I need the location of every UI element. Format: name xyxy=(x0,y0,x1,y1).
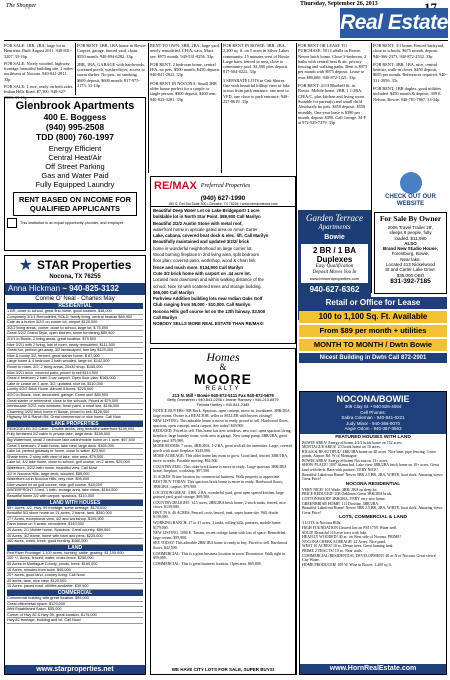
remax-listing-line: Wood burning fireplace in 2nd living area, split bedroom xyxy=(153,252,259,258)
hm-listing: MORE ROOMS: 7 acres, 4BR/2BA, 1-2 BA, great with all the amenities. Large, covered porch with stone fireplace. $145,000. xyxy=(153,444,293,453)
classified-col-2 xyxy=(77,43,147,88)
column-divider xyxy=(148,43,149,173)
star-section-commercial: COMMERCIAL xyxy=(7,590,143,596)
nb-listing: PRICE REDUCED! 208 Oaklawn. Great 3BR/2BA brick. xyxy=(302,492,393,497)
gt-type: Duplexes xyxy=(316,255,353,264)
star-listing: 3/2/2 living areas, corner, close to school, large lot, $ 75,500 xyxy=(7,326,143,332)
nb-listing: NOCONA CREEK ACREAGE! 42 Acres. Nice pond. xyxy=(302,539,387,544)
hm-title2: MOORE xyxy=(194,371,252,387)
fine-print-row xyxy=(7,218,143,228)
hm-listing: COMMERCIAL: This is great business location. Open area. $65,000. xyxy=(153,561,262,566)
remax-listing-line: buildable lot in North Star Point. $89,900 Call Marilyn xyxy=(153,214,261,220)
remax-ad xyxy=(150,176,296,344)
nb-listing: PRIME 2 TRACTS! 10 ac. Near trails. xyxy=(302,548,363,553)
star-listing: Corner of Hwy 82 & Hwy 59, great location. $175,000 xyxy=(7,613,143,619)
hm-listing: WORKING RANCH: 27 to 41 acres, 3 tanks, rolling hills, pastures, mobile home. $179,000. xyxy=(153,521,282,530)
hm-footer: WE HAVE CITY LOTS FOR SALE, SUPER BUYS! xyxy=(171,667,275,672)
hm-listing: COUNTRY FEEL: This older brick home is move in ready. Large spacious 3BR/2BA home, fireplace, workshop. $97,500. xyxy=(153,464,287,474)
glenbrook-ad xyxy=(4,97,146,251)
nb-listing: HIGH FOUNDATION Cleared lots on FM 1759. Water well. xyxy=(302,526,398,530)
star-listing: Lovely 4/2/2 Brick Home. Almost 3 Acres. $225,000 xyxy=(7,387,143,393)
star-listing: Shade trees, 2 story with view of lake, nice area. $79,500 xyxy=(7,455,143,461)
classified-ad: FOR RENT: 1BR duplex, good utilities included. $450 month & deposit. 309 E. Nelson, Bowie. 940-781-7867. 33-34p xyxy=(373,86,442,102)
remax-listing-line: Call Marilyn xyxy=(153,315,178,321)
hm-listing: BEST BUY TODAY: This spacious brick home is move in ready. Hardwood floors, 3BR/2BA, carport. $79,900. xyxy=(153,480,284,489)
star-commercial-list xyxy=(7,596,143,624)
nb-website[interactable]: www.HornRealEstate.com xyxy=(300,664,446,674)
gt-phone: 940-627-6362 xyxy=(309,285,360,294)
star-land-list xyxy=(7,551,143,590)
nb-listing: SOLD! Beautiful 116 acre tract with lake. xyxy=(302,530,368,535)
nb-listing: 3 LOTS in Nocona Hills. xyxy=(302,521,342,526)
star-listing: Well Established Salon. $55,000 xyxy=(7,607,143,613)
star-website[interactable]: www.starproperties.net xyxy=(5,665,145,674)
star-listing: Charming 3/2/2 brick home in Bowie, priced to sell. $128,500 xyxy=(7,410,143,416)
star-listings xyxy=(5,303,145,624)
nb-listing: MONTAGUE AREA! 2/3 brick home on 10 acres. xyxy=(302,445,381,450)
star-listing: Great starter or retirement, close to the schools. Priced at $79,000 xyxy=(7,399,143,405)
classified-ad: RENT TO OWN: 3BR, 2BA, large yard, newly remodeled. CH/A, vacs. Must see. $975 month. 940-531-8256. 33p xyxy=(150,43,220,59)
star-properties-ad xyxy=(4,255,146,675)
classified-col-3 xyxy=(150,43,220,102)
equal-housing-icon xyxy=(7,218,17,228)
header-rule xyxy=(4,40,448,41)
classified-ad: 3 SEPARATE LOTS in Oak Shores. One with beautiful hilltop view of lake across from park entrance, one next to VFD, one close to park entrance. 940-257-8619. 33p xyxy=(223,77,290,104)
gt-subtitle: Apartments xyxy=(318,223,351,231)
classified-ad: FOR RENT IN BOWIE: 3BR, 2BA, 2,200 sq. ft. on 5 acres in Silver Lakes community. 15 minutes west of Bowie. Large barn, fenced in area, close to community pool. $1,500 plus deposit. 817-504-0222. 33p xyxy=(223,43,291,75)
classified-ad: FOR RENT: 2113 Bluebell St. in Bowie. Mobile home, 2BR, 1 1/2BA, CH/A/C, plus kitchen and living room. Suitable for parent(s) and small child. Absolutely no pets. $450 deposit. $550 monthly. One-year lease is $390 per month, deposit $390. Call George. M-F at 972-529-7279. 33p xyxy=(298,83,366,126)
glenbrook-tdd: TDD (800) 760-1997 xyxy=(36,132,114,142)
glenbrook-address: 400 E. Boggess xyxy=(43,112,107,122)
gt-tagline2: Deposit Moves You In xyxy=(312,270,357,275)
hm-agents: Felinda Hartley • 940-841-2385 xyxy=(196,402,250,407)
rent-note: RENT BASED ON INCOME FOR QUALIFIED APPLICANTS xyxy=(13,192,137,216)
classified-col-4 xyxy=(223,43,293,104)
website-promo xyxy=(374,172,447,210)
classified-ad: FOR SALE: 1 acre, ready on both sides. Indian Hills Road. $7,500. 940-327-2333. 33-16p xyxy=(4,84,74,100)
remax-header xyxy=(151,177,295,195)
star-section-lake: LAKE PROPERTIES xyxy=(7,421,143,427)
gt-tagline: Easy Qualification xyxy=(315,264,354,269)
star-listing: 1 BR, close to school, great first home, good location. $38,000 xyxy=(7,309,143,315)
star-listing: Nice vacant lot on golf course, near golf course. $18,000 xyxy=(7,483,143,489)
star-listing: Waterfront, 3/2/2 bath home, beautiful view. Call Now! xyxy=(7,466,143,472)
nb-listing: VERY NICE! 101 Wade. 3BR/ 2BA on deep lot. xyxy=(302,487,378,492)
remax-listing-line: NOBODY SELLS MORE REAL ESTATE THAN RE/MAX! xyxy=(153,321,264,327)
nb-res-header: NOCONA RESIDENTIAL xyxy=(345,481,401,487)
remax-listing-line: floor plan, covered patio, workshop, wood & chain link xyxy=(153,258,256,264)
star-listing: 10 Acres, paved road, utilities available. $39,900 xyxy=(7,584,143,590)
hm-listing: LOCATION GREAT: 4 BR, 2 BA, wonderful yard, great open spaced kitchen, large grassed yard, good storage. $69,500. xyxy=(153,490,284,500)
star-listing: Lake lot, perfect getaway or home, close to water. $23,900 xyxy=(7,449,143,455)
classified-ad: FOR RENT: 1BR, 1BA house in Bowie. Carport, garage, fenced yard, clean. $550 month. 940-894-6282. 33p xyxy=(77,43,147,59)
gt-website[interactable]: www.bhmentproperties.com xyxy=(309,276,360,281)
hm-title1: Homes xyxy=(206,350,240,364)
amenity: Fully Equipped Laundry xyxy=(35,180,115,189)
lease-header: Retail or Office for Lease xyxy=(299,297,447,309)
fsbo-line: $35,000 OBO xyxy=(396,272,425,278)
star-listing: Red River Frontage! 1,100 acres, hunting, cattle, grazing. $1,100,000 xyxy=(7,551,143,557)
fsbo-line: Located 413 Nickelwood xyxy=(385,262,436,268)
hm-title3: REALTY xyxy=(205,386,241,392)
nb-listing: Beautiful Lakefront Home! Newer 5BR 2.5 BR, 2BA, W/BTE, boat dock. Amazing views. Great Price! xyxy=(302,506,444,515)
hm-listing: NEW LISTING: This adorable home is move in ready, priced to sell. Hardwood floors, spacious, open concept, and a carport. See today! $49,900. xyxy=(153,419,289,428)
nb-address: 309 Clay St. • 940-825-4094 xyxy=(344,404,402,409)
hm-listing: COMMERCIAL: This is a great business location in town. Downtown. Walk right in. $59,000. xyxy=(153,551,287,561)
star-listing: Great 4 bedroom 2 bath 3 car carport. Open floor plan. $165,000 xyxy=(7,376,143,382)
column-divider xyxy=(371,43,372,293)
fsbo-phone: 831-392-7185 xyxy=(390,277,431,285)
classified-col-1 xyxy=(4,43,74,100)
nb-listing: SHOW PLACE! 1807 Alamo Ind. Lake view 3BR/2BA brick home on 10+ acres. Great land with deck. Barn with pasture. VERY NICE! xyxy=(302,463,439,473)
star-listing: 10 Acres, minutes from town. $45,000 xyxy=(7,568,143,574)
classified-ad: FOR SALE: 1BR, 2BA, large lot in Henrietta. Built August 2011. 940-841-3207. 33-16p xyxy=(4,43,72,59)
classified-ad: FOR RENT: 3/1 home. Fenced backyard, close to schools. $675 month, deposit. 940-366-2373, 940-872-2532. 33p xyxy=(373,43,445,59)
remax-listing-line: Parkview Addition building lots near Indian Oaks Golf xyxy=(153,296,263,302)
star-listing: Cute as a button 3/2/2 on corner lot, carport $120,000 xyxy=(7,320,143,326)
lease-sqft: 100 to 1,100 Sq. Ft. Available xyxy=(299,311,447,323)
star-listing: 20 Acres, 2/1 Mobile home. Spacious. Great country. $89,500 xyxy=(7,528,143,534)
gt-title: Garden Terrace xyxy=(305,213,364,223)
star-section-land-houses: LAND WITH HOUSES xyxy=(7,500,143,506)
fsbo-line: Brand New Studio House, xyxy=(382,246,438,252)
star-residential-list xyxy=(7,309,143,421)
star-land-houses-list xyxy=(7,506,143,545)
hm-listings xyxy=(153,409,293,566)
lease-contact: Nicest Building in Dwtn Call 872-2901 xyxy=(299,353,447,363)
star-listing: 40 acres, tank, nice view. $120,000 xyxy=(7,579,143,585)
nb-listing: COTTONWOOD! 3BR/2BA, VERY very nice home. xyxy=(302,497,386,502)
classified-col-5 xyxy=(298,43,368,125)
fsbo-line: sleeps 8 people, fully xyxy=(389,230,432,236)
lease-price: From $89 per month + utilities xyxy=(299,325,447,337)
nb-agent: Sabra Coleman - 940-841-0221 xyxy=(341,415,405,420)
nb-listing: Beautiful Lakefront Home! Newer 5BR 2.5 BR, 2BA, W/BTE, boat dock. Amazing views. Great Price! xyxy=(302,472,444,482)
star-listing: Waterfront lot in Nocona Hills, very nice. $95,000 xyxy=(7,477,143,483)
lease-mtm: MONTH TO MONTH / Dwtn Bowie xyxy=(299,339,447,351)
classified-col-6 xyxy=(373,43,447,102)
classified-ad: FOR RENT OR LEASE TO PURCHASE: 501 LaSalle in Bowie. Newer brick home. Close 3-bedroom, 2 baths with central heat & air, privacy fencing and walking paths. Rent is $975 per month with $975 deposit. Lease to own $80,000. 940-872-1421. 33p xyxy=(298,43,368,80)
star-listing: Great office/retail space. $129,000 xyxy=(7,602,143,608)
nb-agent: Judy Minor - 940-366-9070 xyxy=(345,420,401,426)
remax-listing-line: waterfront home in upscale gated area on Amon Carter xyxy=(153,226,258,232)
fine-print: This institution is an equal opportunity provider, and employer xyxy=(20,220,124,225)
star-listing: 17+ Acres, exceptional view, 4/2 and workshop. $199,500 xyxy=(7,517,143,523)
hm-address: 213 N. Mill • Bowie 940-872-5111 Fax 940-872-5679 xyxy=(172,393,274,398)
gt-details xyxy=(301,244,368,283)
classified-ad: FOR SALE: Nicely wooded, highway frontage, beautiful building site. 2 miles northwest of Nocona. 940-841-2811. 33p xyxy=(4,60,73,82)
remax-listing-line: school. Nice lot with scattered trees and storage building. xyxy=(153,283,262,289)
star-listing: Beautiful 5/3 stone home on 21 acres, 2 barns, tank. $350,000 xyxy=(7,511,143,517)
nb-listing: COMMERCIAL/RESIDENTIAL DEVELOPMENT 40 ac N of Nocona. Great views! City Water. xyxy=(302,553,437,563)
gt-units: 2 BR / 1 BA xyxy=(312,246,357,255)
nb-header xyxy=(300,392,446,434)
star-listing: 160 acres, creek, trees, good hunting. $480,000 xyxy=(7,539,143,545)
issue-date: Thursday, September 26, 2013 xyxy=(300,1,378,7)
remax-listings xyxy=(151,207,295,329)
star-listing: Great fun, perfect get-away, 3/2 landscaped, turn key $129,000 xyxy=(7,348,143,354)
homes-moore-ad xyxy=(150,348,296,675)
star-listing: Fully furnished 3/2 cabin in private lake, large deck. $189,500 xyxy=(7,432,143,438)
remax-listing-line: fence and much more. $134,900 Call Marilyn xyxy=(153,264,244,270)
remax-listing-line: Cute 3/2 brick home with carport on .44 acre lot. xyxy=(153,270,251,276)
star-listing: WATERFRONT 3 bed, 1 bath, storage area, lake views. $164,000 xyxy=(7,488,143,494)
amenity: Central Heat/Air xyxy=(48,153,102,162)
star-location: Nocona, TX 76255 xyxy=(49,274,101,280)
remax-address: 150 S. Del Sol Suite 300 • Decatur, TX 76234 • www.remaxntexas.com xyxy=(151,202,295,207)
nb-listing: BOWIE AREA! Energy efficient 4/2/2 brick home on 152 acres. xyxy=(302,440,403,445)
hm-listing: MORE ACREAGE: This older home has room to grow. Good land, fenced, 3BR/1BA, move in ready. Possible moving. $62,500. xyxy=(153,454,288,463)
star-listing: 4/2/2 in Bowie, nice, decorated, garage. Come see! $89,900 xyxy=(7,393,143,399)
hm-listing: NOTICE BUYERS: 908 Rock. Spacious, open concept, move in, townhome, 3BR/2BA, large rooms. Owner is a REALTOR. seller or SELLER with buyers closing!! xyxy=(153,409,291,418)
star-listing: Immaculate 3/2/2, new windows, fresh paint, a must see. $146,000 xyxy=(7,404,143,410)
star-listing: Nice 3/2/1 brick, covered patio, priced to sell $114,900 xyxy=(7,371,143,377)
fsbo-line: St and Carter Lake Drive. xyxy=(385,267,436,273)
star-listing: Lake or Lease on 1 acre. 3/2, updated, nice lot. $110,000 xyxy=(7,382,143,388)
nb-featured-list xyxy=(302,441,444,482)
section-title: Real Estate xyxy=(340,8,448,38)
remax-listing-line: Beautifully maintained and updated 3/2/2/ brick xyxy=(153,239,249,245)
gt-city: Bowie xyxy=(324,234,345,241)
star-listing: Nice 3/2/1 with 2 living, lots of room, newly remodeled, $111,500 xyxy=(7,343,143,349)
star-listing: Large home & 4 bedroom 2 bath wooded, large lot. $142,500 xyxy=(7,359,143,365)
star-listing: Commercial building with great location. $95,000 xyxy=(7,596,143,602)
star-agent: Anna Hickman xyxy=(8,284,61,293)
star-listing: 2/1/1 in Bowie, 2 living areas, great location. $79,500 xyxy=(7,337,143,343)
remax-logo: RE/MAX xyxy=(154,180,197,192)
hm-listing: 31 ACRES: Prime location for commercial business. Walk property to appreciate. xyxy=(153,474,281,479)
remax-listing-line: Lake, cabana, covered boat dock & elec. lift. Call Marilyn xyxy=(153,233,269,239)
classified-ad: 2BR, 1BA, GARAGE with hardwoods, screened porch, washer/dryer, access to storm shelter. No pets, no smoking. $600 deposit, $600 month. 817-975-2173. 33-14p xyxy=(77,61,145,89)
nb-lots-header: LOTS, COMMERCIAL & LAND xyxy=(339,515,407,521)
star-listing: REMODELED 3/2 Cabin - Double decks, very beautiful waterfront $199,000 xyxy=(7,427,143,433)
remax-office: Preferred Properties xyxy=(200,183,251,189)
remax-listing-line: Nocona Hills golf course lot on the 13th fairway. $3,500 xyxy=(153,308,266,314)
amenity: Off Street Parking xyxy=(45,162,105,171)
remax-listing-line: $65,000 Call Marilyn xyxy=(153,289,194,295)
remax-listing-line: home in wonderful neighborhood on large corner lot. xyxy=(153,245,253,251)
nb-res-list xyxy=(302,488,444,516)
star-listing: Farm house on 9 acres, remodeled. $149,000 xyxy=(7,522,143,528)
hm-listing: SEE TODAY: This adorable 2BR/1BA home is ready to buy. Priced to sell. Hardwood floors. $42,500. xyxy=(153,541,288,551)
star-listing: Room to roam, 3/2, 2 living areas, 20x30 shop. $165,000 xyxy=(7,365,143,371)
classified-ad: FOR RENT: 2 bedroom home, central H/A, no pets. $500 month, $450 deposit. 940-841-2822. 33p xyxy=(150,61,220,78)
nb-listing: HEAVILY WOODED! 40 ac. on West side of Nocona. PRIME! xyxy=(302,535,402,540)
fsbo-line: ALSO xyxy=(404,240,417,246)
star-listing: Nice & roomy 3/2, fenced, great starter home. $ 87,000 xyxy=(7,354,143,360)
remax-listing-line: Beautiful Deep Water Lot on Lake Bridgeport! 1 acre xyxy=(153,208,260,213)
star-header xyxy=(5,256,145,274)
star-listing: Completely 3/1/1 Remodeled, SOLD, family living, central heat/air $69,900 xyxy=(7,315,143,321)
star-agent2: Connie O' Neal - Charles May xyxy=(35,296,115,302)
hm-listing: REDUCED: Priced to sell. This home has new windows, new roof, open spacious living, fireplace, large laundry room, work area in garage. New sump pump. 3BR/2BA, great large yard. $79,900. xyxy=(153,429,292,443)
star-listing: Great 3 bedroom, 2 bath home, lake view, large deck. $165,000 xyxy=(7,444,143,450)
star-listing: Hwy 82 frontage, building and lot. Call Now! xyxy=(7,618,143,624)
glenbrook-phone: (940) 995-2508 xyxy=(45,122,105,132)
classified-ad: FOR RENT: 3BR, 1BA, nice, central heat/air, walk-in closet. $450 deposit, $695 per month. References required. 940-531-2056. 33c xyxy=(373,61,447,83)
hm-agents: Betty Overstreet • 940-841-2256 • Jeanie Ramsey • 940-210-8879 xyxy=(167,398,279,402)
amenity: Energy Efficient xyxy=(48,144,102,153)
paper-name: The Shopper xyxy=(6,3,37,9)
nb-cell: Cell Phones: xyxy=(360,409,386,415)
amenity: Gas and Water Paid xyxy=(41,171,109,180)
star-section-residential: RESIDENTIAL xyxy=(7,303,143,309)
hm-listing: COUNTRY DELIGHT: 14.5 acres, 2BR/2BA brick home, 2 stock tanks, fenced, nice views. $139,900. xyxy=(153,500,286,510)
fsbo-line: Near lake. xyxy=(400,256,421,262)
column-divider xyxy=(296,43,297,675)
star-listing: Great 3/2/2 Grand Style, open kitchen, some furnishing $89,900 xyxy=(7,331,143,337)
nb-listing: GREENBRIAR HOME! 111 Dowtiar, 3BR/2BA. xyxy=(302,501,380,506)
nb-listing: HOME PRODUCER! 109 W. Wise in Bowie. 1,200 sq ft. xyxy=(302,562,392,567)
fsbo-line: 2006 Travel Trailer 28', xyxy=(387,225,434,230)
star-listing: Big Waterfront, small 2 bedroom lake cabin/mobile home on 1 acre. $97,500 xyxy=(7,438,143,444)
nb-listing: BOWIE AREA! Energy efficient Nocona on 13+ acres. xyxy=(302,458,389,463)
nb-agent: Angie Odom - 940-367-3563 xyxy=(344,426,402,431)
fsbo-title: For Sale By Owner xyxy=(379,214,442,223)
nb-listings xyxy=(300,434,446,569)
star-listing: 3/2 in Nocona Hills, large deck, wooded. $85,000 xyxy=(7,472,143,478)
star-name: STAR Properties xyxy=(36,258,132,272)
nocona-bowie-ad xyxy=(299,391,447,675)
nb-title: NOCONA/BOWIE xyxy=(336,394,410,404)
fsbo-line: Forestburg, Bowie, xyxy=(391,251,430,257)
nb-lots-list xyxy=(302,521,444,567)
star-listing: Lake lot, 4/2 lake home, close to school, golf course, on 2 acres. $25,000 xyxy=(7,460,143,466)
nb-listing: RIGGS & BEAUTIFUL! 4BR/3BA home on 40 acres. Nice barn, pipe fencing, 3 nice ponds, Airport Rd. W of Montague. xyxy=(302,449,436,459)
star-listing: Highway 59 & Ranch Rd. Great commercial or nice home. Call Now xyxy=(7,415,143,421)
remax-listing-line: Located near downtown and within walking distance of the xyxy=(153,277,264,283)
star-agent-bar xyxy=(5,283,145,295)
star-listing: 40 Acres, 3/2 frame, home with barn and pens. $225,000 xyxy=(7,534,143,540)
hm-amp: & xyxy=(219,362,227,372)
classified-ad: FOR RENT IN NOCONA: Small 2BR older house perfect for a couple or single person. $300 deposit, $400 rent. 940-825-3281. 33p xyxy=(150,80,217,102)
commercial-lease-ad xyxy=(299,297,447,387)
star-listing: Beautiful home 3/2 with carport, spacious. $110,000 xyxy=(7,494,143,500)
column-divider xyxy=(221,43,222,173)
star-lake-list xyxy=(7,427,143,500)
sale-by-owner-ad xyxy=(374,212,447,294)
star-listing: 50 Acres in Montague County, ponds, trees. $160,000 xyxy=(7,562,143,568)
hm-listing: NEW LISTING: 1000 E. Tarrant, recent cottage home with lots of space. Remodeled, large rooms. $59,900. xyxy=(153,531,287,540)
nb-featured-header: FEATURED HOUSES WITH LAND xyxy=(335,434,411,440)
star-listing: 100 +/- Acres, fenced, water, cross fence. $250,000 xyxy=(7,556,143,562)
column-divider xyxy=(75,43,76,95)
star-icon: ★ xyxy=(18,257,33,274)
website-promo-text[interactable]: CHECK OUT OUR WEBSITE xyxy=(385,194,436,207)
globe-icon xyxy=(400,172,422,194)
star-listing: 20+ acres, good land, country living. Call Now! xyxy=(7,573,143,579)
nb-listing: WEST 10 ACRES! 10 ac. Dense trees, Great hunting land. xyxy=(302,544,394,549)
remax-listing-line: Beautiful 2/2/2 Austin Stone with metal roof, xyxy=(153,220,243,226)
hm-listing: HWY 59 S, 46 ACRES: Fenced, cross fenced, tank, super home site. Will divide. $138,000. xyxy=(153,510,280,520)
remax-listing-line: Club ranging from $5,000 - $10,000. Call Marilyn xyxy=(153,302,251,308)
star-listing: 58+-Acres; 4/2, Hwy. 59 frontage, some acreage. $170,000 xyxy=(7,506,143,512)
star-phone: ~ 940-825-3132 xyxy=(62,284,119,293)
remax-phone: (940) 627-1990 xyxy=(200,195,246,202)
glenbrook-name: Glenbrook Apartments xyxy=(15,100,135,112)
fsbo-line: loaded. $11,990 xyxy=(394,235,427,241)
star-section-land: LAND xyxy=(7,545,143,551)
